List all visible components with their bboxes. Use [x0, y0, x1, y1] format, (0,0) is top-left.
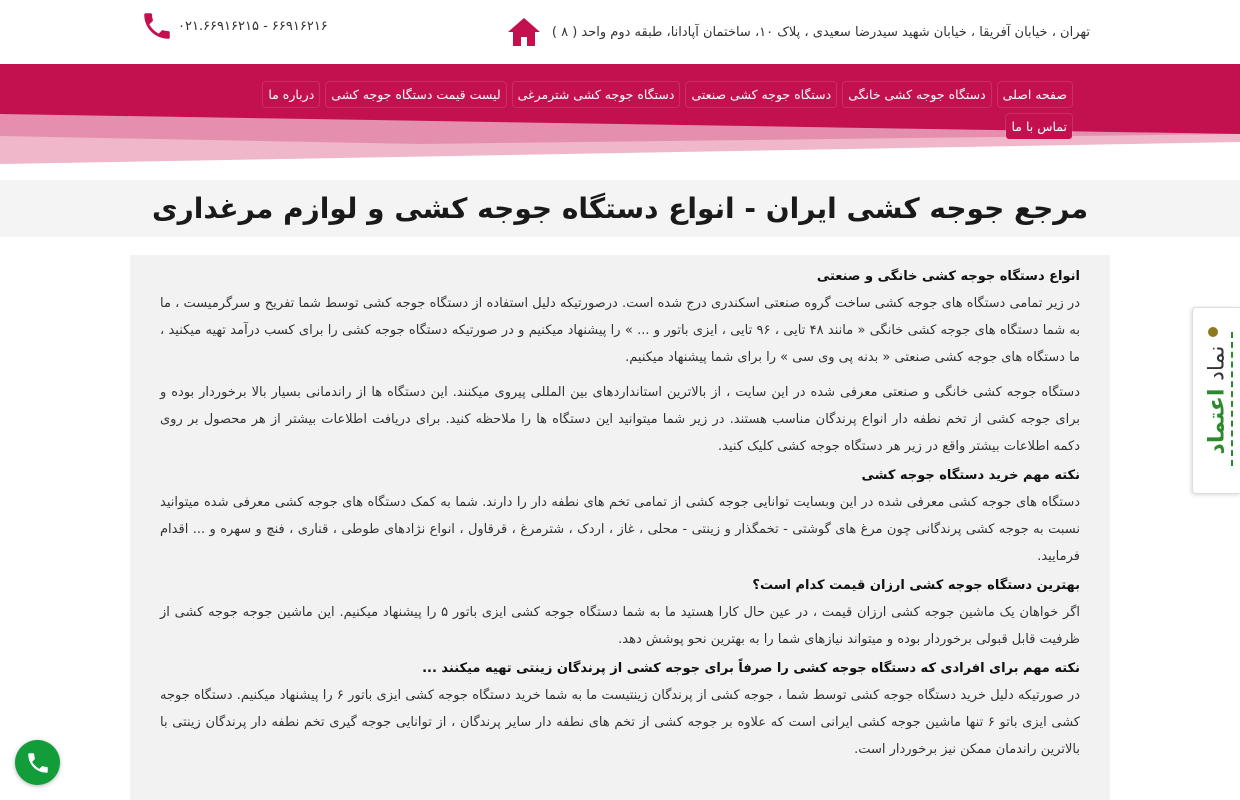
nav-band: [0, 64, 1240, 166]
paragraph: دستگاه جوجه کشی خانگی و صنعتی معرفی شده در این سایت ، از بالاترین استانداردهای بین المللی پیروی میکنند. این دستگاه ها از راندمانی بسیار بالا برخوردار بوده و برای جوجه کشی از تخم نطفه دار انواع پرندگان مناسب هستند. در زیر شما میتوانید این دستگاه ها را ملاحظه کنید. برای دریافت اطلاعات بیشتر از هر محصول بر روی دکمه اطلاعات بیشتر واقع در زیر هر دستگاه جوجه کشی کلیک کنید.: [160, 385, 1080, 454]
menu-item-about[interactable]: درباره ما: [263, 82, 319, 107]
section-heading: نکته مهم برای افرادی که دستگاه جوجه کشی را صرفاً برای جوجه کشی از پرندگان زینتی تهیه میکنند ...: [422, 661, 1080, 676]
paragraph: اگر خواهان یک ماشین جوجه کشی ارزان قیمت ، در عین حال کارا هستید ما به شما دستگاه جوجه کشی ایزی باتور ۵ را پیشنهاد میکنیم. این ماشین جوجه جوجه کشی از ظرفیت قابل قبولی برخوردار بوده و میتواند نیازهای شما را به بهترین نحو پوشش دهد.: [160, 605, 1080, 647]
call-button[interactable]: [15, 740, 60, 785]
main-content: [130, 255, 1110, 800]
phone-icon: [140, 9, 174, 43]
phone-block[interactable]: [140, 6, 328, 46]
address-block: [506, 10, 1090, 54]
title-band: [0, 180, 1240, 237]
section-heading: نکته مهم خرید دستگاه جوجه کشی: [861, 468, 1080, 483]
menu-item-ostrich-incubator[interactable]: دستگاه جوجه کشی شترمرغی: [513, 82, 680, 107]
page-title: مرجع جوجه کشی ایران - انواع دستگاه جوجه کشی و لوازم مرغداری: [151, 192, 1089, 225]
top-bar: [0, 0, 1240, 64]
menu-item-contact[interactable]: تماس با ما: [1006, 114, 1072, 139]
badge-word-1: نماد: [1204, 345, 1230, 381]
menu-item-home[interactable]: صفحه اصلی: [998, 82, 1072, 107]
paragraph: در صورتیکه دلیل خرید دستگاه جوجه کشی توسط شما ، جوجه کشی از پرندگان زینتیست ما به شما خرید دستگاه جوجه کشی ایزی باتور ۶ را پیشنهاد میکنیم. دستگاه جوجه کشی ایزی باتو ۶ تنها ماشین جوجه کشی ایرانی است که علاوه بر جوجه کشی از تخم های نطفه دار سایر پرندگان ، از توانایی جوجه گیری تخم نطفه دار پرندگان زینتی با بالاترین راندمان ممکن نیز برخوردار است.: [160, 688, 1080, 757]
phone-icon: [25, 750, 51, 776]
phone-number[interactable]: ۶۶۹۱۶۲۱۶ - ۰۲۱.۶۶۹۱۶۲۱۵: [178, 18, 328, 34]
section-heading: بهترین دستگاه جوجه کشی ارزان قیمت کدام است؟: [752, 578, 1080, 593]
address-text: تهران ، خیابان آفریقا ، خیابان شهید سیدرضا سعیدی ، پلاک ۱۰، ساختمان آپادانا، طبقه دوم واحد ( ۸ ): [551, 24, 1090, 40]
menu-item-industrial-incubator[interactable]: دستگاه جوجه کشی صنعتی: [686, 82, 836, 107]
trust-badge[interactable]: [1192, 307, 1240, 494]
paragraph: دستگاه های جوجه کشی معرفی شده در این وبسایت توانایی جوجه کشی از تمامی تخم های نطفه دار را دارند. شما به کمک دستگاه های جوجه کشی معرفی شده میتوانید نسبت به جوجه کشی پرندگانی چون مرغ های گوشتی - تخمگذار و زینتی - محلی ، غاز ، اردک ، شترمرغ ، قرقاول ، انواع نژادهای طوطی ، قناری ، فنچ و سهره و ... اقدام فرمایید.: [160, 495, 1080, 564]
home-icon[interactable]: [506, 16, 542, 48]
badge-word-2: اعتماد: [1204, 388, 1230, 455]
menu-item-home-incubator[interactable]: دستگاه جوجه کشی خانگی: [843, 82, 990, 107]
section-heading: انواع دستگاه جوجه کشی خانگی و صنعتی: [816, 269, 1080, 284]
badge-label: [1205, 346, 1230, 455]
badge-dot-icon: [1208, 327, 1218, 337]
main-menu: [232, 82, 1072, 139]
paragraph: در زیر تمامی دستگاه های جوجه کشی ساخت گروه صنعتی اسکندری درج شده است. درصورتیکه دلیل استفاده از دستگاه جوجه کشی توسط شما تفریح و سرگرمیست ، ما به شما دستگاه های جوجه کشی خانگی « مانند ۴۸ تایی ، ۹۶ تایی ، ایزی باتور و ... » را پیشنهاد میکنیم و در صورتیکه دستگاه جوجه کشی را برای کسب درآمد تهیه میکنید ، ما دستگاه های جوجه کشی صنعتی « بدنه پی وی سی » را برای شما پیشنهاد میکنیم.: [160, 296, 1080, 365]
menu-item-price-list[interactable]: لیست قیمت دستگاه جوجه کشی: [326, 82, 505, 107]
